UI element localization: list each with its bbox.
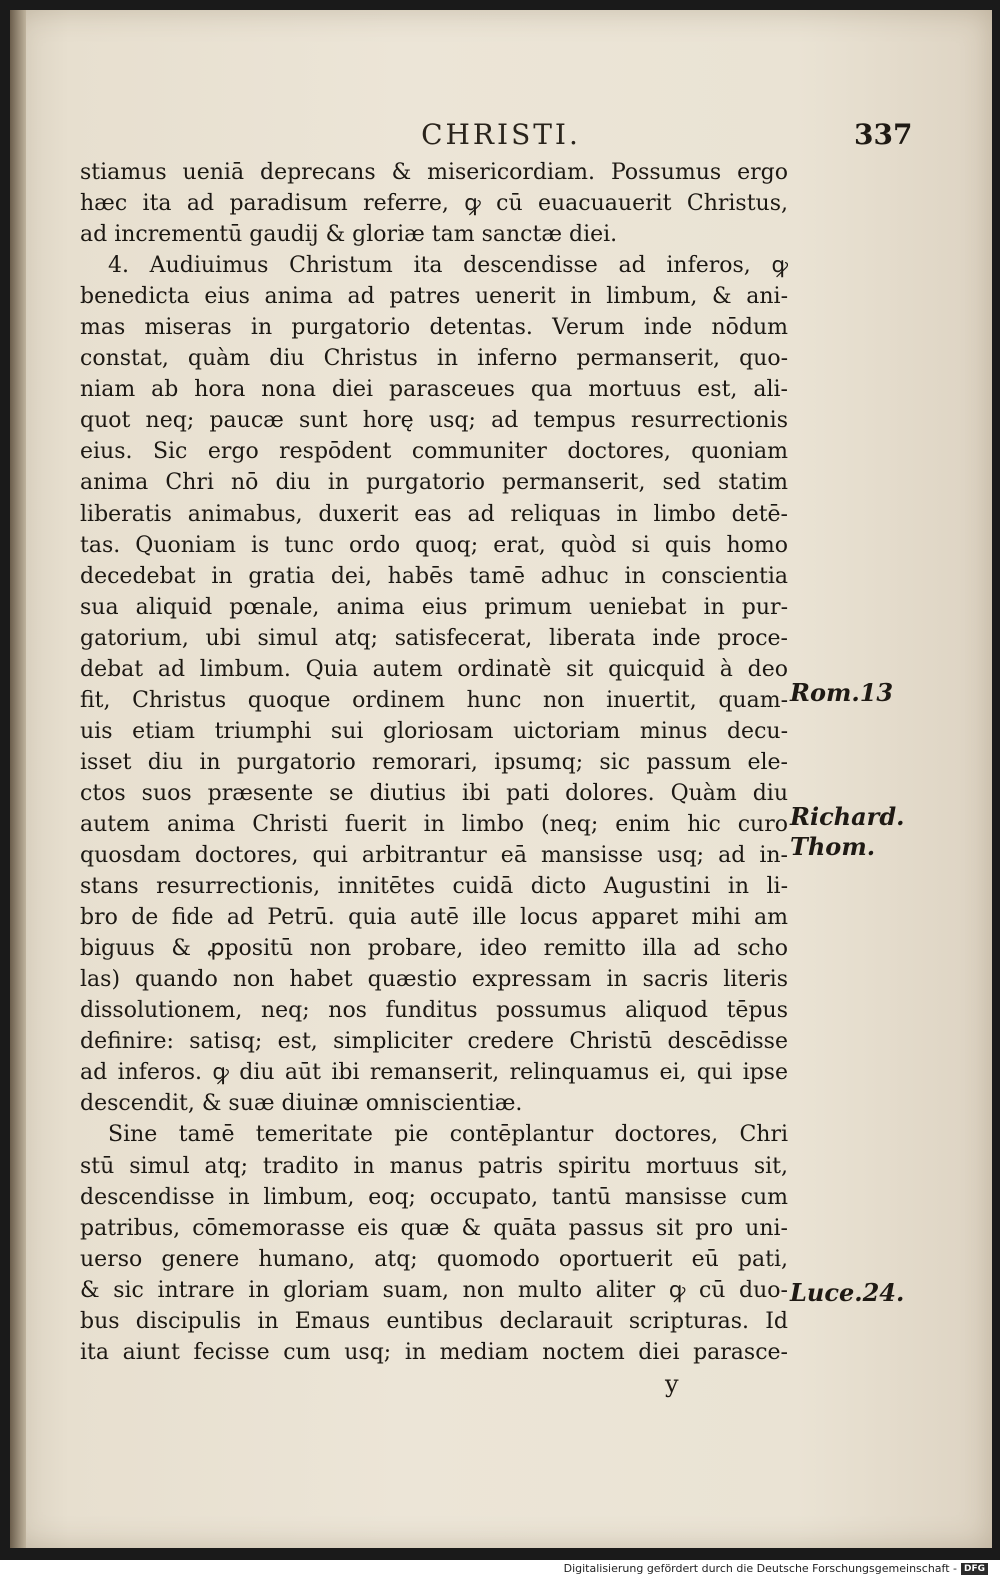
text-line: hæc ita ad paradisum referre, ꝙ cū euacuauerit Christus,: [80, 191, 788, 217]
text-line: constat, quàm diu Christus in inferno permanserit, quo-: [80, 346, 788, 372]
marginal-note-luce: Luce.24.: [790, 1278, 905, 1307]
text-line: anima Chri nō diu in purgatorio permanserit, sed statim: [80, 470, 788, 496]
text-line: descendisse in limbum, eoq; occupato, tantū mansisse cum: [80, 1184, 788, 1210]
text-line: uerso genere humano, atq; quomodo oportuerit eū pati,: [80, 1246, 788, 1272]
text-line: descendit, & suæ diuinæ omniscientiæ.: [80, 1091, 523, 1117]
book-spine-edge: [10, 10, 26, 1548]
text-line: Sine tamē temeritate pie contēplantur doctores, Chri: [108, 1122, 788, 1148]
text-line: ita aiunt fecisse cum usq; in mediam noctem diei parasce-: [80, 1339, 788, 1365]
text-line: 4. Audiuimus Christum ita descendisse ad inferos, ꝙ: [108, 253, 788, 279]
text-line: ad incrementū gaudij & gloriæ tam sanctæ diei.: [80, 222, 618, 248]
text-line: biguus & ꝓpositū non probare, ideo remitto illa ad scho: [80, 936, 788, 962]
running-title: CHRISTI.: [421, 118, 581, 151]
text-line: tas. Quoniam is tunc ordo quoq; erat, quòd si quis homo: [80, 532, 788, 558]
text-line: mas miseras in purgatorio detentas. Verum inde nōdum: [80, 315, 788, 341]
text-line: uis etiam triumphi sui gloriosam uictoriam minus decu-: [80, 718, 788, 744]
text-line: decedebat in gratia dei, habēs tamē adhuc in conscientia: [80, 563, 788, 589]
text-line: ad inferos. ꝙ diu aūt ibi remanserit, relinquamus ei, qui ipse: [80, 1060, 788, 1086]
credit-text: Digitalisierung gefördert durch die Deutsche Forschungsgemeinschaft -: [563, 1562, 957, 1575]
text-line: debat ad limbum. Quia autem ordinatè sit quicquid à deo: [80, 656, 788, 682]
text-line: bro de fide ad Petrū. quia autē ille locus apparet mihi am: [80, 905, 788, 931]
text-line: benedicta eius anima ad patres uenerit in limbum, & ani-: [80, 284, 788, 310]
text-line: bus discipulis in Emaus euntibus declarauit scripturas. Id: [80, 1308, 788, 1334]
digitization-credit: [564, 1562, 988, 1575]
text-line: stans resurrectionis, innitētes cuidā dicto Augustini in li-: [80, 874, 788, 900]
catchword: y: [665, 1370, 679, 1398]
dfg-logo-icon: DFG: [961, 1563, 988, 1575]
marginal-note-rom: Rom.13: [790, 678, 894, 707]
text-line: ctos suos præsente se diutius ibi pati dolores. Quàm diu: [80, 780, 788, 806]
text-line: patribus, cōmemorasse eis quæ & quāta passus sit pro uni-: [80, 1215, 788, 1241]
text-line: definire: satisq; est, simpliciter credere Christū descēdisse: [80, 1029, 788, 1055]
text-line: stiamus ueniā deprecans & misericordiam. Possumus ergo: [80, 160, 788, 185]
marginal-note-thom: Thom.: [790, 832, 876, 861]
text-line: dissolutionem, neq; nos funditus possumus aliquod tēpus: [80, 998, 788, 1024]
book-page: [10, 10, 992, 1548]
text-line: las) quando non habet quæstio expressam in sacris literis: [80, 967, 788, 993]
text-line: isset diu in purgatorio remorari, ipsumq; sic passum ele-: [80, 749, 788, 775]
page-number: 337: [854, 118, 913, 151]
text-line: niam ab hora nona diei parasceues qua mortuus est, ali-: [80, 377, 788, 403]
marginal-note-richard: Richard.: [790, 802, 905, 831]
text-line: gatorium, ubi simul atq; satisfecerat, liberata inde proce-: [80, 625, 788, 651]
text-line: & sic intrare in gloriam suam, non multo aliter ꝙ cū duo-: [80, 1277, 788, 1303]
text-line: liberatis animabus, duxerit eas ad reliquas in limbo detē-: [80, 501, 788, 527]
text-line: sua aliquid pœnale, anima eius primum ueniebat in pur-: [80, 594, 788, 620]
text-line: fit, Christus quoque ordinem hunc non inuertit, quam-: [80, 687, 788, 713]
text-line: quot neq; paucæ sunt horę usq; ad tempus resurrectionis: [80, 408, 788, 434]
main-text-block: [80, 157, 788, 1368]
text-line: stū simul atq; tradito in manus patris spiritu mortuus sit,: [80, 1153, 788, 1179]
text-line: quosdam doctores, qui arbitrantur eā mansisse usq; ad in-: [80, 843, 788, 869]
text-line: autem anima Christi fuerit in limbo (neq; enim hic curo: [80, 811, 788, 837]
text-line: eius. Sic ergo respōdent communiter doctores, quoniam: [80, 439, 788, 465]
